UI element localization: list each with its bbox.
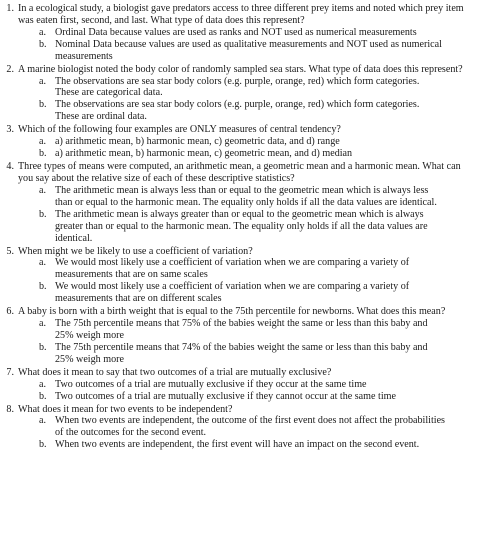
answer-options [18,76,468,124]
option-text: The 75th percentile means that 74% of the babies weight the same or less than this baby and 25% weigh more [55,341,428,365]
option-letter: b. [39,439,47,451]
answer-options [18,136,468,160]
question-number: 2. [6,63,14,75]
option-text: Two outcomes of a trial are mutually exclusive if they occur at the same time [55,378,367,390]
question-number: 3. [6,124,14,136]
option-text: Ordinal Data because values are used as ranks and NOT used as numerical measurements [55,26,417,38]
option-letter: b. [39,341,47,353]
answer-options [18,318,468,366]
question-body [18,306,468,366]
question-1 [0,3,482,63]
answer-option-a [39,185,468,209]
option-letter: b. [39,281,47,293]
option-text: We would most likely use a coefficient of variation when we are comparing a variety of measurements that are on same scales [55,257,410,281]
answer-option-b [39,39,468,63]
question-number: 4. [6,161,14,173]
question-text: When might we be likely to use a coefficient of variation? [18,245,253,257]
option-letter: b. [39,390,47,402]
question-body [18,64,468,124]
question-number: 6. [6,306,14,318]
question-body [18,3,468,63]
answer-option-a [39,415,468,439]
question-body [18,246,468,306]
option-letter: a. [39,378,47,390]
question-text: What does it mean to say that two outcomes of a trial are mutually exclusive? [18,366,332,378]
option-text: When two events are independent, the outcome of the first event does not affect the probabilities of the outcomes for the second event. [55,415,445,439]
answer-options [18,379,468,403]
option-letter: b. [39,148,47,160]
option-text: Two outcomes of a trial are mutually exclusive if they cannot occur at the same time [55,390,396,402]
option-letter: a. [39,26,47,38]
answer-option-a [39,257,468,281]
option-letter: b. [39,208,47,220]
question-text: In a ecological study, a biologist gave predators access to three different prey items and noted which prey item was eaten first, second, and last. What type of data does this represent? [18,3,464,26]
answer-option-a [39,27,468,39]
option-text: The observations are sea star body colors (e.g. purple, orange, red) which form categories. These are categorical data. [55,75,420,99]
question-number: 5. [6,245,14,257]
question-5 [0,246,482,306]
question-8 [0,404,482,452]
question-body [18,124,468,160]
question-body [18,161,468,244]
option-letter: a. [39,136,47,148]
option-letter: b. [39,99,47,111]
question-number: 7. [6,366,14,378]
option-text: We would most likely use a coefficient of variation when we are comparing a variety of measurements that are on different scales [55,281,410,305]
answer-option-b [39,439,468,451]
answer-option-b [39,148,468,160]
option-text: Nominal Data because values are used as qualitative measurements and NOT used as numerical measurements [55,38,442,62]
question-text: Which of the following four examples are ONLY measures of central tendency? [18,124,341,136]
question-text: A baby is born with a birth weight that is equal to the 75th percentile for newborns. What does this mean? [18,306,446,318]
option-letter: a. [39,415,47,427]
question-list [0,3,482,452]
answer-option-b [39,99,468,123]
question-body [18,404,468,452]
answer-option-a [39,136,468,148]
question-text: A marine biologist noted the body color of randomly sampled sea stars. What type of data does this represent? [18,63,463,75]
answer-options [18,185,468,245]
option-letter: a. [39,318,47,330]
answer-option-b [39,342,468,366]
option-text: a) arithmetic mean, b) harmonic mean, c) geometric data, and d) range [55,136,340,148]
answer-options [18,257,468,305]
answer-options [18,415,468,451]
question-2 [0,64,482,124]
option-text: The 75th percentile means that 75% of the babies weight the same or less than this baby and 25% weigh more [55,318,428,341]
option-letter: a. [39,184,47,196]
option-letter: b. [39,38,47,50]
option-letter: a. [39,75,47,87]
option-text: The observations are sea star body colors (e.g. purple, orange, red) which form categories. These are ordinal data. [55,99,420,123]
answer-options [18,27,468,63]
question-number: 8. [6,403,14,415]
answer-option-a [39,76,468,100]
option-text: The arithmetic mean is always less than or equal to the geometric mean which is always less than or equal to the harmonic mean. The equality only holds if all the data values are identical. [55,184,437,208]
option-letter: a. [39,257,47,269]
question-7 [0,367,482,403]
question-text: What does it mean for two events to be independent? [18,403,233,415]
answer-option-a [39,318,468,342]
option-text: The arithmetic mean is always greater than or equal to the geometric mean which is always greater than or equal to the harmonic mean. The equality only holds if all the data values are identical. [55,208,428,244]
answer-option-b [39,391,468,403]
answer-option-a [39,379,468,391]
answer-option-b [39,281,468,305]
question-text: Three types of means were computed, an arithmetic mean, a geometric mean and a harmonic mean. What can you say about the relative size of each of these descriptive statistics? [18,161,461,184]
option-text: a) arithmetic mean, b) harmonic mean, c) geometric mean, and d) median [55,148,353,160]
question-6 [0,306,482,366]
option-text: When two events are independent, the first event will have an impact on the second event. [55,439,420,451]
question-body [18,367,468,403]
question-3 [0,124,482,160]
answer-option-b [39,209,468,245]
question-4 [0,161,482,244]
question-number: 1. [6,3,14,14]
